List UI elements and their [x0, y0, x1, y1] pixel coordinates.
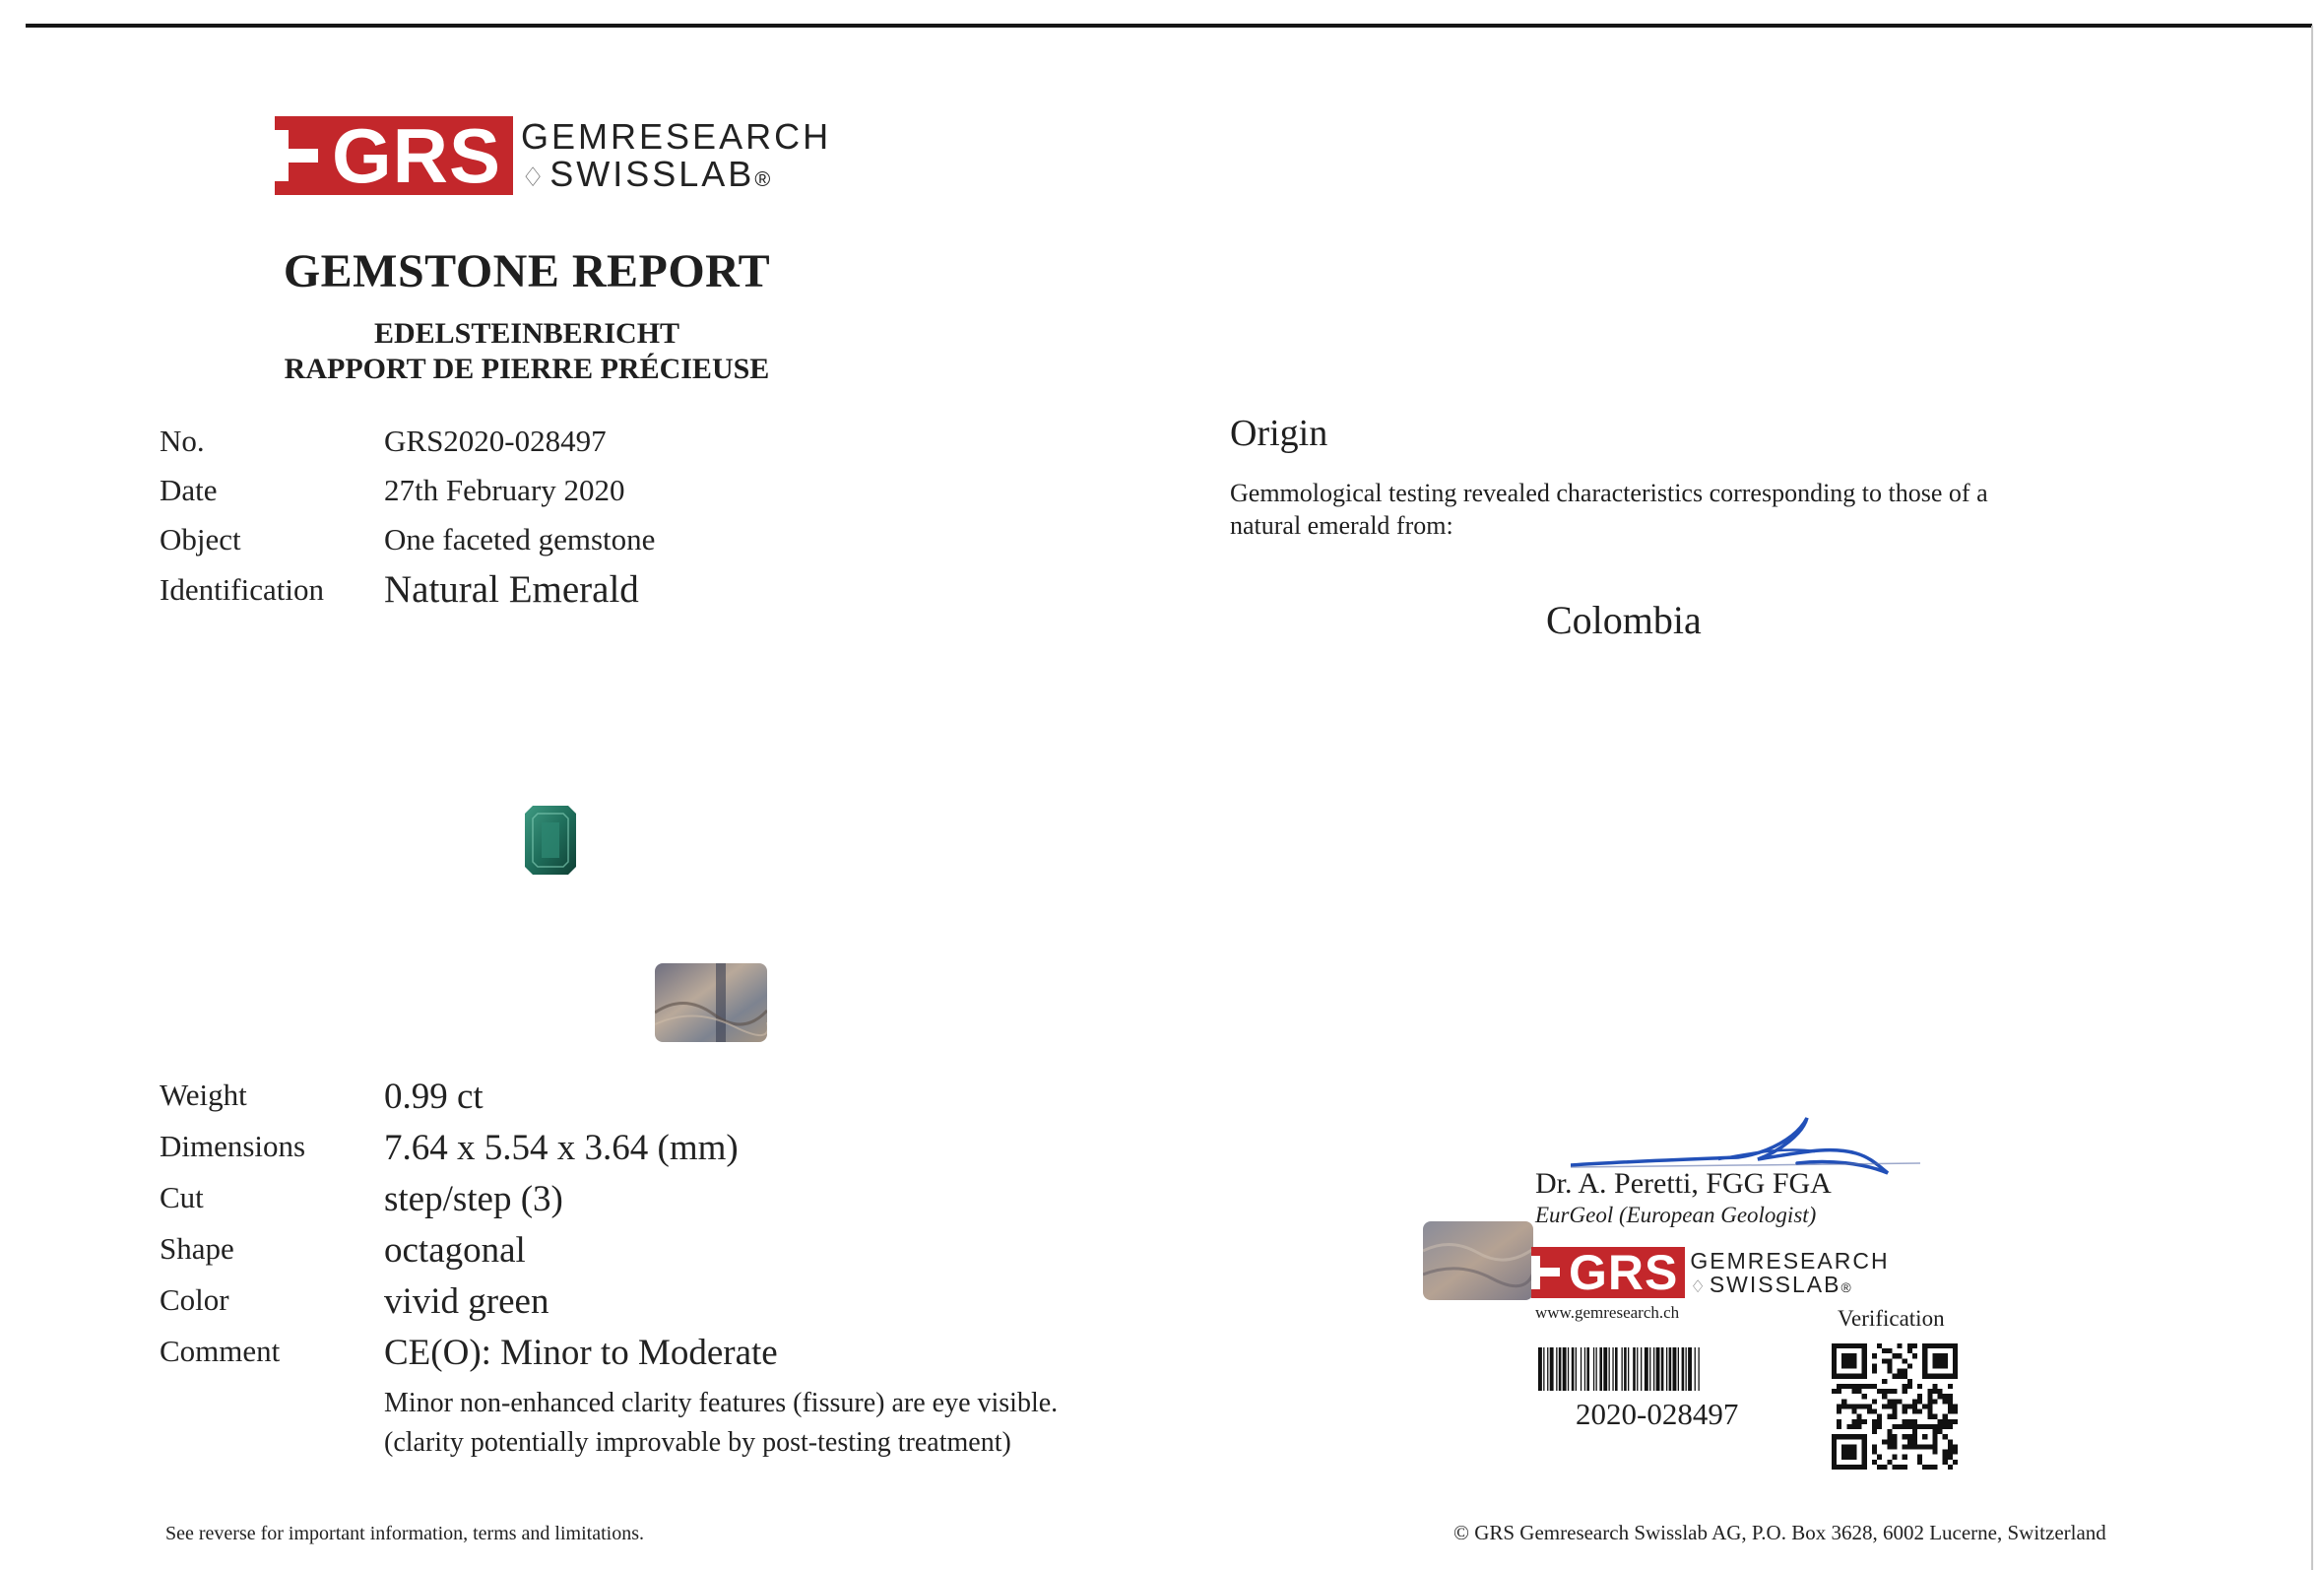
cut-label: Cut: [160, 1180, 204, 1214]
no-value: GRS2020-028497: [384, 424, 607, 458]
comment-value: CE(O): Minor to Moderate: [384, 1333, 778, 1373]
logo-line-swisslab: ♢SWISSLAB®: [521, 154, 774, 194]
footer-copyright: © GRS Gemresearch Swisslab AG, P.O. Box 3628, 6002 Lucerne, Switzerland: [1453, 1521, 2106, 1544]
no-label: No.: [160, 424, 205, 458]
shape-label: Shape: [160, 1231, 234, 1266]
identification-value: Natural Emerald: [384, 568, 639, 611]
color-label: Color: [160, 1282, 229, 1317]
top-rule: [26, 24, 2312, 28]
grs-logo-wordmark: [521, 118, 831, 193]
origin-statement: Gemmological testing revealed characteristics corresponding to those of a natural emerald from:: [1230, 479, 1988, 540]
diamond-icon: ♢: [521, 163, 549, 192]
diamond-icon: ♢: [1690, 1276, 1708, 1296]
grs-logo-small-mark: [1531, 1247, 1685, 1298]
signatory-title: EurGeol (European Geologist): [1535, 1203, 1817, 1227]
hologram-sticker-image: [1423, 1221, 1533, 1300]
color-value: vivid green: [384, 1281, 549, 1322]
comment-note-2: (clarity potentially improvable by post-testing treatment): [384, 1427, 1011, 1458]
verification-label: Verification: [1838, 1306, 1945, 1331]
origin-heading: Origin: [1230, 413, 1328, 454]
weight-value: 0.99 ct: [384, 1077, 484, 1117]
swiss-cross-icon: [1531, 1247, 1569, 1298]
object-label: Object: [160, 522, 241, 556]
grs-logo: [275, 112, 832, 199]
logo-small-line-swisslab: ♢SWISSLAB®: [1690, 1272, 1853, 1297]
logo-line-gemresearch: GEMRESEARCH: [521, 116, 832, 158]
cut-value: step/step (3): [384, 1179, 563, 1219]
grs-logo-small-letters: GRS: [1569, 1245, 1679, 1300]
report-subtitle-de: EDELSTEINBERICHT: [373, 317, 680, 350]
grs-logo-mark: [275, 112, 513, 199]
signatory-name: Dr. A. Peretti, FGG FGA: [1535, 1167, 1832, 1200]
barcode-number: 2020-028497: [1576, 1397, 1739, 1431]
report-title: GEMSTONE REPORT: [283, 245, 771, 297]
object-value: One faceted gemstone: [384, 522, 656, 556]
footer-disclaimer: See reverse for important information, terms and limitations.: [165, 1523, 644, 1544]
hologram-seal-image: [655, 963, 767, 1042]
swiss-cross-icon: [275, 116, 332, 195]
grs-logo-letters: GRS: [332, 112, 502, 199]
date-label: Date: [160, 473, 218, 507]
shape-value: octagonal: [384, 1230, 526, 1271]
dimensions-value: 7.64 x 5.54 x 3.64 (mm): [384, 1128, 739, 1168]
weight-label: Weight: [160, 1078, 247, 1112]
logo-small-line-gemresearch: GEMRESEARCH: [1690, 1247, 1890, 1274]
identification-label: Identification: [160, 572, 324, 607]
right-edge-rule: [2311, 26, 2313, 1570]
comment-note-1: Minor non-enhanced clarity features (fissure) are eye visible.: [384, 1388, 1059, 1418]
website-link[interactable]: www.gemresearch.ch: [1535, 1303, 1680, 1322]
emerald-gemstone-image: [525, 806, 576, 875]
comment-label: Comment: [160, 1334, 281, 1368]
dimensions-label: Dimensions: [160, 1129, 306, 1163]
grs-logo-small-wordmark: [1690, 1249, 1889, 1296]
origin-country: Colombia: [1546, 598, 1702, 642]
report-subtitle-fr: RAPPORT DE PIERRE PRÉCIEUSE: [284, 353, 770, 385]
grs-logo-small: [1531, 1247, 1890, 1298]
date-value: 27th February 2020: [384, 473, 625, 507]
verification-qr-code[interactable]: [1832, 1343, 1958, 1470]
barcode-image: [1538, 1347, 1788, 1391]
